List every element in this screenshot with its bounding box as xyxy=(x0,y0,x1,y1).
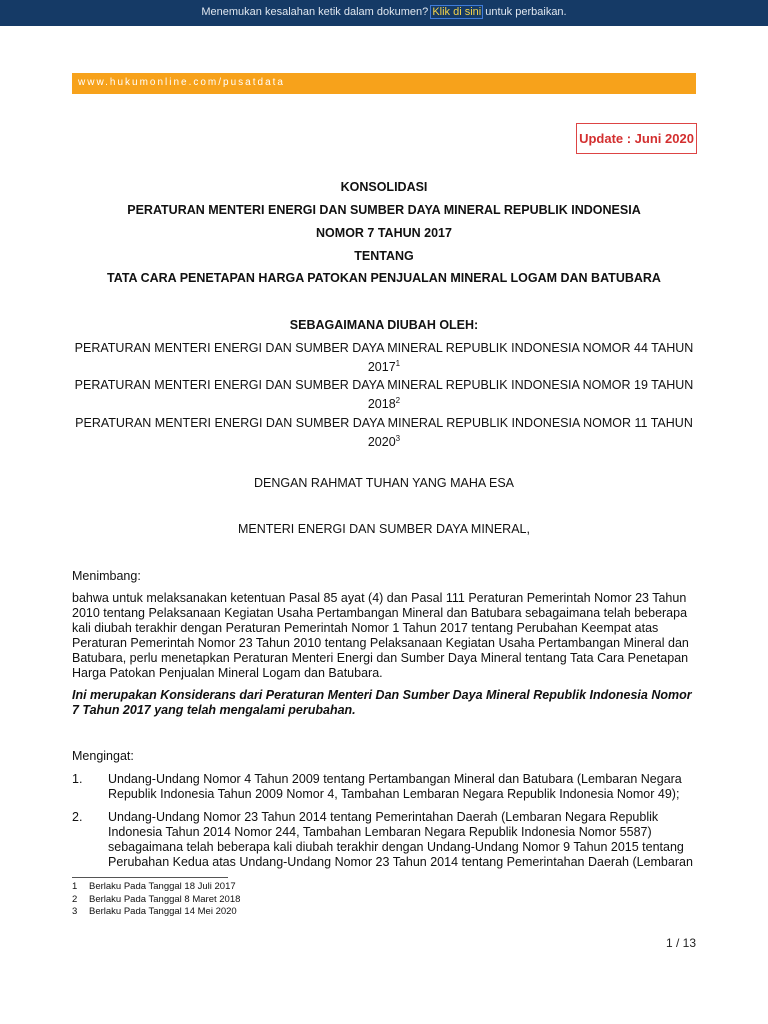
menimbang-label: Menimbang: xyxy=(72,569,141,583)
menimbang-text: bahwa untuk melaksanakan ketentuan Pasal 85 ayat (4) dan Pasal 111 Peraturan Pemerintah Nomor 23 Tahun 2010 tentang Pelaksanaan Kegiatan Usaha Pertambangan Mineral dan Batubara sebagaimana telah beberapa kali diubah terakhir dengan Peraturan Pemerintah Nomor 1 Tahun 2017 tentang Perubahan Keempat atas Peraturan Pemerintah Nomor 23 Tahun 2010 tentang Pelaksanaan Kegiatan Usaha Pertambangan Mineral dan Batubara, perlu menetapkan Peraturan Menteri Energi dan Sumber Daya Mineral tentang Tata Cara Penetapan Harga Patokan Penjualan Mineral Logam dan Batubara. xyxy=(72,591,689,680)
footnote: 3 Berlaku Pada Tanggal 14 Mei 2020 xyxy=(72,906,237,917)
footnote: 2 Berlaku Pada Tanggal 8 Maret 2018 xyxy=(72,894,241,905)
page-number: 1 / 13 xyxy=(665,936,696,950)
source-url: www.hukumonline.com/pusatdata xyxy=(78,77,285,88)
doc-kind: KONSOLIDASI xyxy=(340,180,428,194)
footnote-ref[interactable]: 2 xyxy=(395,396,401,405)
list-number: 2. xyxy=(72,810,83,824)
regulation-title: PERATURAN MENTERI ENERGI DAN SUMBER DAYA MINERAL REPUBLIK INDONESIA xyxy=(127,203,641,217)
minister-heading: MENTERI ENERGI DAN SUMBER DAYA MINERAL, xyxy=(238,522,530,536)
tentang-label: TENTANG xyxy=(354,249,414,263)
footnote-ref[interactable]: 1 xyxy=(395,359,401,368)
regulation-subject: TATA CARA PENETAPAN HARGA PATOKAN PENJUALAN MINERAL LOGAM DAN BATUBARA xyxy=(107,271,661,285)
amendment-item: PERATURAN MENTERI ENERGI DAN SUMBER DAYA MINERAL REPUBLIK INDONESIA NOMOR 11 TAHUN 2020$^3$ xyxy=(75,416,693,450)
update-badge: Update : Juni 2020 xyxy=(576,123,697,154)
preamble: DENGAN RAHMAT TUHAN YANG MAHA ESA xyxy=(253,476,514,490)
report-typo-link[interactable]: Klik di sini xyxy=(432,6,482,18)
regulation-number: NOMOR 7 TAHUN 2017 xyxy=(316,226,452,240)
list-item: Undang-Undang Nomor 23 Tahun 2014 tentang Pemerintahan Daerah (Lembaran Negara Republik Indonesia Tahun 2014 Nomor 244, Tambahan Lembaran Negara Republik Indonesia Nomor 5587) sebagaimana telah beberapa kali diubah terakhir dengan Undang-Undang Nomor 9 Tahun 2015 tentang Perubahan Kedua atas Undang-Undang Nomor 23 Tahun 2014 tentang Pemerintahan Daerah (Lembaran xyxy=(108,810,693,869)
amended-by-heading: SEBAGAIMANA DIUBAH OLEH: xyxy=(289,318,479,332)
error-report-banner xyxy=(0,0,768,26)
footnote: 1 Berlaku Pada Tanggal 18 Juli 2017 xyxy=(72,881,236,892)
list-number: 1. xyxy=(72,772,83,786)
amendment-item: PERATURAN MENTERI ENERGI DAN SUMBER DAYA MINERAL REPUBLIK INDONESIA NOMOR 44 TAHUN 2017$^1$ xyxy=(74,341,694,375)
banner-message: Menemukan kesalahan ketik dalam dokumen? Klik di sini untuk perbaikan. xyxy=(201,6,567,18)
mengingat-label: Mengingat: xyxy=(72,749,134,763)
amendment-item: PERATURAN MENTERI ENERGI DAN SUMBER DAYA MINERAL REPUBLIK INDONESIA NOMOR 19 TAHUN 2018$^2$ xyxy=(74,378,694,412)
considerans-note: Ini merupakan Konsiderans dari Peraturan Menteri Dan Sumber Daya Mineral Republik Indonesia Nomor 7 Tahun 2017 yang telah mengalami perubahan. xyxy=(72,688,692,717)
footnote-ref[interactable]: 3 xyxy=(395,434,401,443)
footnote-divider xyxy=(72,877,228,878)
source-bar xyxy=(72,73,696,94)
list-item: Undang-Undang Nomor 4 Tahun 2009 tentang Pertambangan Mineral dan Batubara (Lembaran Negara Republik Indonesia Tahun 2009 Nomor 4, Tambahan Lembaran Negara Republik Indonesia Nomor 49); xyxy=(108,772,682,801)
